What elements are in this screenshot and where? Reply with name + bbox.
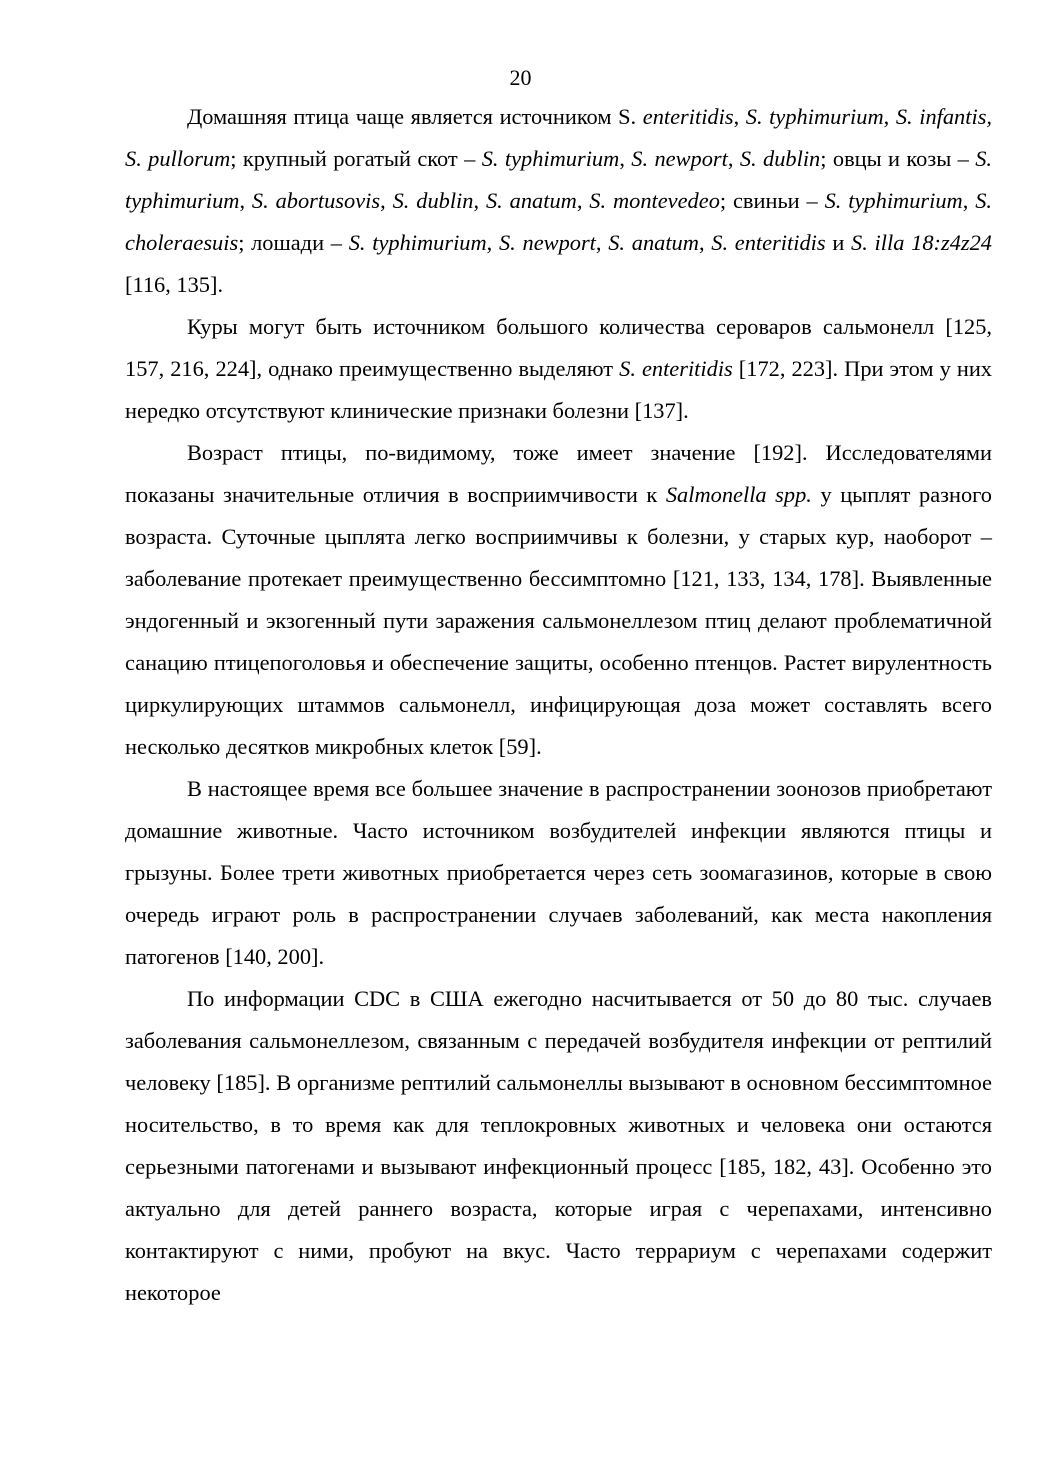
italic-term: S. dublin [739,146,821,171]
italic-term: S. enteritidis [711,230,826,255]
text-run: , [576,188,590,213]
text-run: у цыплят разного возраста. Суточные цыплята легко восприимчивы к болезни, у старых кур, наоборот – заболевание протекает преимущественно бессимптомно [121, 133, 134, 178]. Выявленные эндогенный и экзогенный пути заражения сальмонеллезом птиц делают проблематичной санацию птицепоголовья и обеспечение защиты, особенно птенцов. Растет вирулентность циркулирующих штаммов сальмонелл, инфицирующая доза может составлять всего несколько десятков микробных клеток [59]. [125,482,993,759]
italic-term: S. newport [631,146,728,171]
paragraph-bird-age [125,432,992,768]
text-run: ; овцы и козы – [820,146,976,171]
paragraph-chickens [125,306,992,432]
italic-term: S. abortusovis [251,188,381,213]
italic-term: S. typhimurium [348,230,487,255]
italic-term: S. typhimurium [824,188,963,213]
paragraph-reptiles [125,978,992,1314]
italic-term: S. newport [498,230,596,255]
text-run: , [962,188,976,213]
text-run: [116, 135]. [125,272,224,297]
italic-term: S. enteritidis [619,356,733,381]
text-run: , [883,104,896,129]
italic-term: S. montevedeo [589,188,720,213]
italic-term: S. typhimurium [125,146,992,213]
italic-term: S. typhimurium [481,146,620,171]
text-run: , [733,104,746,129]
italic-term: S. typhimurium [745,104,884,129]
text-run: , [486,230,499,255]
italic-term: S. anatum [485,188,577,213]
italic-term: Salmonella spp. [665,482,812,507]
text-run: , [619,146,632,171]
italic-term: S. anatum [608,230,699,255]
text-run: Куры могут быть источником большого количества сероваров сальмонелл [125, 157, 216, 224], однако преимущественно выделяют [125,314,992,381]
text-run: , [239,188,252,213]
italic-term: S. dublin [392,188,474,213]
paragraph-pets [125,768,992,978]
text-run: , [727,146,740,171]
text-run: По информации CDC в США ежегодно насчитывается от 50 до 80 тыс. случаев заболевания сальмонеллезом, связанным с передачей возбудителя инфекции от рептилий человеку [185]. В организме рептилий сальмонеллы вызывают в основном бессимптомное носительство, в то время как для теплокровных животных и человека они остаются серьезными патогенами и вызывают инфекционный процесс [185, 182, 43]. Особенно это актуально для детей раннего возраста, которые играя с черепахами, интенсивно контактируют с ними, пробуют на вкус. Часто террариум с черепахами содержит некоторое [125,986,992,1305]
text-run: , [473,188,486,213]
text-run: [172, 223]. При этом у них нередко отсутствуют клинические признаки болезни [137]. [125,356,992,423]
italic-term: S. choleraesuis [125,188,992,255]
paragraph-hosts [125,96,992,306]
text-run: ; крупный рогатый скот – [230,146,482,171]
page-number: 20 [509,65,532,90]
text-run: , [595,230,609,255]
text-run: Возраст птицы, по-видимому, тоже имеет значение [192]. Исследователями показаны значительные отличия в восприимчивости к [125,440,992,507]
italic-term: S. infantis, [895,104,993,129]
document-body [125,96,992,1314]
text-run: , [380,188,393,213]
italic-term: S. illa 18:z4z24 [851,230,992,255]
text-run: ; лошади – [238,230,349,255]
italic-term: S. pullorum [125,146,231,171]
text-run: ; свиньи – [719,188,825,213]
text-run: В настоящее время все большее значение в распространении зоонозов приобретают домашние животные. Часто источником возбудителей инфекции являются птицы и грызуны. Более трети животных приобретается через сеть зоомагазинов, которые в свою очередь играют роль в распространении случаев заболеваний, как места накопления патогенов [140, 200]. [125,776,992,969]
text-run: Домашняя птица чаще является источником S. [187,104,643,129]
text-run: , [698,230,712,255]
text-run: и [825,230,852,255]
italic-term: enteritidis [642,104,734,129]
